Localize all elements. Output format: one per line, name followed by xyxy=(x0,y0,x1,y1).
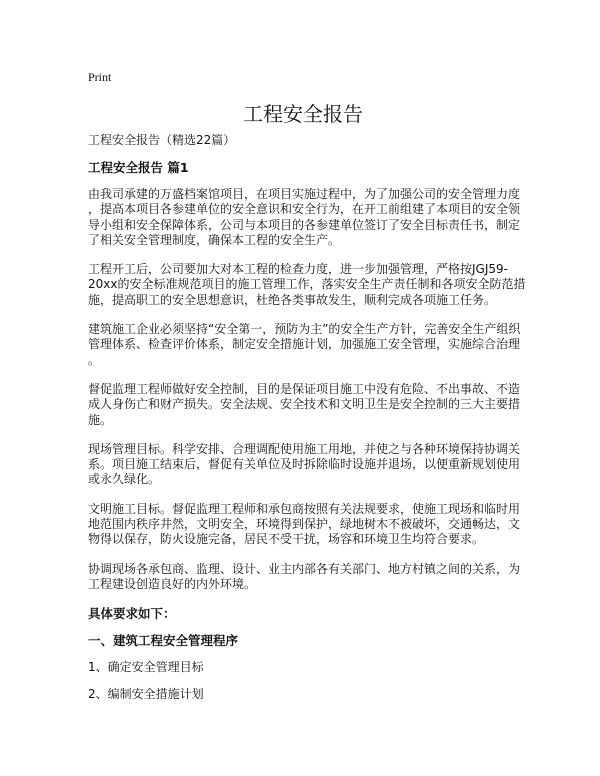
document-subtitle: 工程安全报告（精选22篇） xyxy=(88,133,236,147)
paragraph-line: 工程开工后，公司要加大对本工程的检查力度，进一步加强管理，严格按JGJ59- xyxy=(88,262,508,277)
requirements-heading: 具体要求如下： xyxy=(88,606,176,622)
part-heading: 一、建筑工程安全管理程序 xyxy=(88,633,239,649)
paragraph-line: 了相关安全管理制度，确保本工程的安全生产。 xyxy=(88,232,341,247)
list-item: 1、确定安全管理目标 xyxy=(88,660,204,675)
paragraph xyxy=(88,442,528,488)
paragraph-line: 物得以保存，防火设施完备，居民不受干扰，场容和环境卫生均符合要求。 xyxy=(88,532,485,547)
paragraph-line: 。 xyxy=(88,352,101,367)
document-title: 工程安全报告 xyxy=(243,102,363,126)
paragraph-line: 现场管理目标。科学安排、合理调配使用施工用地，并使之与各种环境保持协调关 xyxy=(88,441,521,456)
paragraph-line: 成人身伤亡和财产损失。安全法规、安全技术和文明卫生是安全控制的三大主要措 xyxy=(88,397,521,412)
paragraph-line: 文明施工目标。督促监理工程师和承包商按照有关法规要求，使施工现场和临时用 xyxy=(88,501,521,516)
paragraph-line: 地范围内秩序井然，文明安全，环境得到保护，绿地树木不被破坏，交通畅达，文 xyxy=(88,517,521,532)
paragraph-line: 建筑施工企业必须坚持“安全第一，预防为主”的安全生产方针，完善安全生产组织 xyxy=(88,322,521,337)
paragraph xyxy=(88,262,528,308)
section-heading: 工程安全报告 篇1 xyxy=(88,160,189,175)
paragraph xyxy=(88,382,528,428)
paragraph-line: 协调现场各承包商、监理、设计、业主内部各有关部门、地方村镇之间的关系，为 xyxy=(88,561,521,576)
list-item: 2、编制安全措施计划 xyxy=(88,687,204,702)
paragraph-line: 或永久绿化。 xyxy=(88,472,161,487)
document-page xyxy=(88,70,528,714)
paragraph xyxy=(88,562,528,593)
paragraph-line: 系。项目施工结束后，督促有关单位及时拆除临时设施并退场，以便重新规划使用 xyxy=(88,457,521,472)
paragraph xyxy=(88,322,528,368)
paragraph-line: 督促监理工程师做好安全控制，目的是保证项目施工中没有危险、不出事故、不造 xyxy=(88,381,521,396)
paragraphs xyxy=(88,187,528,592)
paragraph-line: 施，提高职工的安全思想意识，杜绝各类事故发生，顺利完成各项施工任务。 xyxy=(88,292,497,307)
print-link[interactable]: Print xyxy=(88,70,112,84)
paragraph xyxy=(88,502,528,548)
paragraph-line: ，提高本项目各参建单位的安全意识和安全行为，在开工前组建了本项目的安全领 xyxy=(88,202,521,217)
paragraph-line: 施。 xyxy=(88,412,113,427)
paragraph-line: 导小组和安全保障体系，公司与本项目的各参建单位签订了安全目标责任书，制定 xyxy=(88,217,521,232)
paragraph-line: 管理体系、检查评价体系，制定安全措施计划，加强施工安全管理，实施综合治理 xyxy=(88,337,521,352)
paragraph-line: 工程建设创造良好的内外环境。 xyxy=(88,576,257,591)
paragraph-line: 20xx的安全标准规范项目的施工管理工作，落实安全生产责任制和各项安全防范措 xyxy=(88,277,526,292)
paragraph-line: 由我司承建的万盛档案馆项目，在项目实施过程中，为了加强公司的安全管理力度 xyxy=(88,187,521,201)
paragraph xyxy=(88,187,528,248)
